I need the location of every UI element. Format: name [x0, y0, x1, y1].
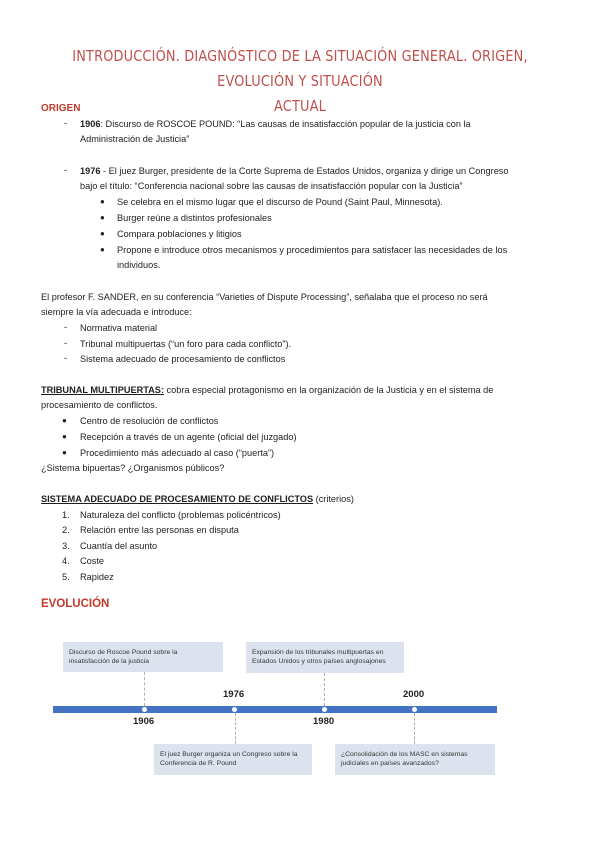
timeline-card-line: ¿Consolidación de los MASC en sistemas: [341, 751, 468, 758]
timeline-year-1976: 1976: [223, 689, 245, 700]
timeline-card-1976: [154, 744, 312, 775]
timeline-point: [412, 707, 417, 712]
list-item-number: 1.: [62, 510, 70, 520]
bullet-dot: ●: [62, 416, 67, 425]
list-item: Burger reúne a distintos profesionales: [117, 213, 272, 223]
timeline-connector: [324, 673, 325, 706]
dash-marker: -: [64, 322, 68, 332]
list-item-number: 4.: [62, 556, 70, 566]
list-item: Normativa material: [80, 323, 158, 333]
dash-marker: -: [64, 118, 68, 128]
list-item: Tribunal multipuertas (“un foro para cada conflicto”).: [80, 339, 292, 349]
page-title-line-2: ACTUAL: [274, 97, 326, 115]
year-1976: 1976: [80, 166, 101, 176]
timeline-card-1906: [63, 642, 223, 672]
list-item: Recepción a través de un agente (oficial del juzgado): [80, 432, 297, 442]
origen-item-1976-text: - El juez Burger, presidente de la Corte Suprema de Estados Unidos, organiza y dirige un Congreso: [100, 166, 509, 176]
timeline-point: [322, 707, 327, 712]
page-title: [68, 44, 532, 119]
timeline-card-1980: [246, 642, 404, 673]
bullet-dot: ●: [62, 448, 67, 457]
tribunal-paragraph-line-2: procesamiento de conflictos.: [41, 400, 158, 410]
list-item: Sistema adecuado de procesamiento de conflictos: [80, 354, 286, 364]
list-item: Procedimiento más adecuado al caso (“puerta”): [80, 448, 275, 458]
list-item: Rapidez: [80, 572, 114, 582]
list-item: Coste: [80, 556, 105, 566]
list-item: Se celebra en el mismo lugar que el discurso de Pound (Saint Paul, Minnesota).: [117, 197, 443, 207]
timeline-card-line: El juez Burger organiza un Congreso sobre la: [160, 751, 298, 758]
origen-item-1976: [80, 165, 509, 178]
section-heading-sistema: SISTEMA ADECUADO DE PROCESAMIENTO DE CONFLICTOS: [41, 494, 314, 504]
bullet-dot: ●: [100, 213, 105, 222]
timeline-point: [232, 707, 237, 712]
origen-item-1906-cont: Administración de Justicia”: [80, 134, 190, 144]
timeline-card-line: judiciales en países avanzados?: [341, 760, 439, 767]
timeline-point: [142, 707, 147, 712]
dash-marker: -: [64, 165, 68, 175]
timeline-year-1906: 1906: [133, 716, 155, 727]
section-heading-evolucion: EVOLUCIÓN: [41, 598, 110, 610]
bullet-dot: ●: [62, 432, 67, 441]
timeline-connector: [144, 672, 145, 706]
list-item: Centro de resolución de conflictos: [80, 416, 219, 426]
tribunal-text: cobra especial protagonismo en la organización de la Justicia y en el sistema de: [164, 385, 494, 395]
year-1906: 1906: [80, 119, 101, 129]
section-heading-origen: ORIGEN: [41, 103, 81, 114]
bullet-dot: ●: [100, 245, 105, 254]
sistema-heading-line: [41, 493, 354, 506]
tribunal-question: ¿Sistema bipuertas? ¿Organismos públicos?: [41, 463, 225, 473]
dash-marker: -: [64, 353, 68, 363]
list-item: Compara poblaciones y litigios: [117, 229, 242, 239]
timeline-card-line: Expansión de los tribunales multipuertas en: [252, 649, 384, 656]
timeline-connector: [414, 713, 415, 744]
page-title-line-1: INTRODUCCIÓN. DIAGNÓSTICO DE LA SITUACIÓN GENERAL. ORIGEN, EVOLUCIÓN Y SITUACIÓN: [72, 47, 528, 90]
timeline-year-1980: 1980: [313, 716, 335, 727]
list-item: Cuantía del asunto: [80, 541, 158, 551]
origen-item-1906: [80, 118, 471, 131]
timeline-bar: [53, 706, 497, 713]
origen-item-1976-cont: bajo el título: “Conferencia nacional sobre las causas de insatisfacción popular con la Justicia”: [80, 181, 463, 191]
tribunal-paragraph-line-1: [41, 384, 493, 397]
timeline-card-line: insatisfacción de la justicia: [69, 658, 150, 665]
list-item-number: 3.: [62, 541, 70, 551]
timeline-card-line: Discurso de Roscoe Pound sobre la: [69, 649, 178, 656]
list-item: Relación entre las personas en disputa: [80, 525, 239, 535]
list-item-cont: individuos.: [117, 260, 161, 270]
bullet-dot: ●: [100, 229, 105, 238]
section-heading-tribunal: TRIBUNAL MULTIPUERTAS:: [41, 385, 164, 395]
list-item: Propone e introduce otros mecanismos y procedimientos para satisfacer las necesidades de los: [117, 245, 508, 255]
sistema-heading-suffix: (criterios): [313, 494, 354, 504]
timeline-card-2000: [335, 744, 495, 775]
sander-paragraph-line-1: El profesor F. SANDER, en su conferencia “Varieties of Dispute Processing”, señalaba que el proceso no será: [41, 292, 488, 302]
dash-marker: -: [64, 338, 68, 348]
timeline-connector: [235, 713, 236, 744]
list-item-number: 2.: [62, 525, 70, 535]
timeline-year-2000: 2000: [403, 689, 425, 700]
timeline-card-line: Estados Unidos y otros países anglosajones: [252, 658, 386, 665]
list-item: Naturaleza del conflicto (problemas policéntricos): [80, 510, 281, 520]
list-item-number: 5.: [62, 572, 70, 582]
bullet-dot: ●: [100, 197, 105, 206]
origen-item-1906-text: : Discurso de ROSCOE POUND: “Las causas de insatisfacción popular de la justicia con la: [100, 119, 471, 129]
timeline-card-line: Conferencia de R. Pound: [160, 760, 237, 767]
sander-paragraph-line-2: siempre la vía adecuada e introduce:: [41, 307, 192, 317]
